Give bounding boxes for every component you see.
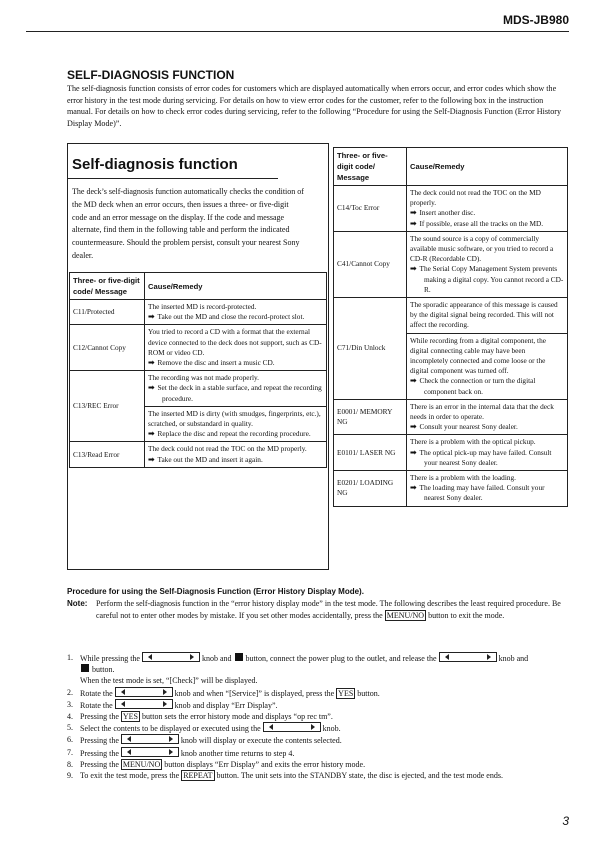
amsjog-knob-icon [439,652,497,662]
remedy-text: If possible, erase all the tracks on the MD. [419,218,544,228]
cause-remedy [145,442,327,467]
column-header-code: Three- or five-digit code/ Message [70,273,145,300]
right-arrow-icon: ➡ [148,454,158,464]
remedy-action [410,219,564,229]
amsjog-knob-icon [263,722,321,732]
step-text: button. [357,688,380,698]
step-number: 4. [67,712,73,722]
remedy-action [148,455,323,465]
column-header-remedy: Cause/Remedy [407,148,568,186]
section-intro: The self-diagnosis function consists of error codes for customers which are displayed automatically when errors occur, and error codes which show the error history in the test mode during servicing. For details on how to view error codes for the customer, refer to the following box in the instruction manual. For details on how to check error codes during servicing, refer to the following “Procedure for using the Self-Diagnosis Function (Error History Display Mode)”. [67,84,562,128]
error-code-row [334,231,568,297]
right-arrow-icon: ➡ [148,312,158,322]
step-number: 3. [67,699,73,709]
cause-remedy [145,300,327,325]
remedy-text: The loading may have failed. Consult your nearest Sony dealer. [419,483,545,503]
remedy-text: Set the deck in a stable surface, and repeat the recording procedure. [157,383,322,403]
procedure-step [67,747,569,759]
yes-button-label: YES [122,712,139,722]
cause-text: The inserted MD is dirty (with smudges, fingerprints, etc.), scratched, or substandard in quality. [148,408,321,429]
cause-text: The inserted MD is record-protected. [148,302,257,311]
step-number: 8. [67,759,73,769]
step-text: Select the contents to be displayed or executed using the [80,724,261,734]
remedy-action [410,422,564,432]
error-code: E0101/ LASER NG [334,435,407,471]
procedure-title: Procedure for using the Self-Diagnosis Function (Error History Display Mode). [67,587,364,596]
remedy-action [410,376,564,396]
procedure-step [67,699,569,711]
step-text: Rotate the [80,700,113,710]
remedy-action [148,312,323,322]
step-number: 9. [67,771,73,781]
page-number: 3 [562,814,569,828]
step-text: button. The unit sets into the STANDBY state, the disc is ejected, and the test mode ends. [216,771,503,781]
error-code-row [70,325,327,371]
error-code: C13/REC Error [70,371,145,442]
step-text: button, connect the power plug to the outlet, and release the [245,654,437,663]
step-text: button sets the error history mode and displays “op rec tm”. [142,712,333,722]
step-text: knob another time returns to step 4. [180,748,295,758]
right-arrow-icon: ➡ [148,383,158,393]
step-text: When the test mode is set, “[Check]” will be displayed. [80,676,258,686]
cause-remedy [145,325,327,371]
stop-button-icon [81,664,89,672]
amsjog-knob-icon [121,747,179,757]
procedure-step [67,759,569,770]
step-text: button. [92,665,115,675]
remedy-action [410,483,564,503]
step-text: Pressing the [80,748,119,758]
amsjog-knob-icon [121,734,179,744]
remedy-text: Insert another disc. [419,208,476,218]
error-code: C12/Cannot Copy [70,325,145,371]
step-number: 5. [67,723,73,733]
note-label: Note: [67,599,88,608]
procedure-steps [67,652,569,781]
cause-remedy [407,186,568,232]
procedure-step [67,722,569,734]
remedy-text: The optical pick-up may have failed. Consult your nearest Sony dealer. [419,447,552,467]
error-code-row [334,471,568,507]
manual-box-rule [68,178,278,179]
remedy-divider [407,333,567,334]
remedy-action [410,264,564,295]
cause-text: The deck could not read the TOC on the MD properly. [410,188,541,208]
step-text: While pressing the [80,654,140,663]
menu-no-button-label: MENU/NO [386,610,425,620]
step-text: knob will display or execute the contents selected. [180,736,342,746]
step-text: knob and [498,654,529,663]
step-number: 2. [67,687,73,697]
stop-button-icon [235,653,243,661]
remedy-action [410,208,564,218]
cause-text: There is an error in the internal data that the deck needs in order to operate. [410,401,554,422]
error-code-table-left [69,272,327,468]
cause-remedy [407,471,568,507]
error-code: C11/Protected [70,300,145,325]
remedy-text: Check the connection or turn the digital component back on. [419,376,536,396]
remedy-action [410,448,564,468]
error-code: C41/Cannot Copy [334,231,407,297]
cause-text: You tried to record a CD with a format that the external device connected to the deck does not support, such as CD-ROM or video CD. [148,327,322,357]
step-number: 6. [67,735,73,745]
error-code-row [334,435,568,471]
cause-text: While recording from a digital component, the digital connecting cable may have been incompletely connected and come loose or the digital component was turned off. [410,335,546,376]
amsjog-knob-icon [115,699,173,709]
right-arrow-icon: ➡ [148,358,158,368]
amsjog-knob-icon [115,687,173,697]
remedy-divider [145,406,326,407]
procedure-step [67,770,569,781]
step-text: To exit the test mode, press the [80,771,180,781]
cause-text: There is a problem with the loading. [410,473,516,483]
remedy-action [148,358,323,368]
error-code-row [70,300,327,325]
right-arrow-icon: ➡ [148,429,158,439]
procedure-step [67,652,569,687]
note-text-post: button to exit the mode. [428,610,505,620]
cause-text: The sound source is a copy of commercially available music software, or you tried to record a CD-R (Recordable CD). [410,233,554,264]
error-code-table-right [333,147,568,507]
right-arrow-icon: ➡ [410,447,420,457]
error-code: C71/Din Unlock [334,298,407,400]
error-code-row [334,186,568,232]
cause-remedy [407,231,568,297]
procedure-step [67,734,569,746]
amsjog-knob-icon [142,652,200,662]
right-arrow-icon: ➡ [410,264,420,274]
menu-no-button-label: MENU/NO [122,759,161,769]
error-code: C13/Read Error [70,442,145,467]
right-arrow-icon: ➡ [410,208,420,218]
cause-text: The sporadic appearance of this message is caused by the digital signal being recorded. This will not affect the recording. [410,300,558,330]
section-title: SELF-DIAGNOSIS FUNCTION [67,68,235,82]
right-arrow-icon: ➡ [410,483,420,493]
step-text: Pressing the [80,759,119,769]
step-text: knob. [322,724,341,734]
cause-remedy [407,298,568,400]
right-arrow-icon: ➡ [410,218,420,228]
remedy-text: The Serial Copy Management System prevents making a digital copy. You cannot record a CD-R. [419,264,564,294]
cause-remedy [407,435,568,471]
error-code-row [334,399,568,435]
cause-text: There is a problem with the optical pickup. [410,437,536,447]
repeat-button-label: REPEAT [183,771,213,781]
right-arrow-icon: ➡ [410,376,420,386]
manual-box-body: The deck’s self-diagnosis function automatically checks the condition of the MD deck when an error occurs, then issues a three- or five-digit code and an error message on the display. If the code and message alternate, find them in the following table and perform the indicated countermeasure. Should the problem persist, consult your nearest Sony dealer. [72,187,304,260]
step-text: button displays “Err Display” and exits the error history mode. [164,759,366,769]
remedy-text: Remove the disc and insert a music CD. [157,358,275,368]
procedure-note [67,598,569,621]
column-header-remedy: Cause/Remedy [145,273,327,300]
step-number: 7. [67,747,73,757]
yes-button-label: YES [338,688,354,698]
step-text: knob and when “[Service]” is displayed, press the [174,688,335,698]
step-text: Pressing the [80,736,119,746]
remedy-action [148,383,323,403]
error-code-row [70,371,327,442]
error-code: E0201/ LOADING NG [334,471,407,507]
remedy-text: Consult your nearest Sony dealer. [419,422,518,432]
procedure-step [67,687,569,699]
remedy-text: Replace the disc and repeat the recording procedure. [157,429,311,439]
note-text-pre: Perform the self-diagnosis function in the “error history display mode” in the test mode. The following describes the least required procedure. Be careful not to enter other modes by mistake. If you set other modes accidentally, press the [96,599,561,620]
procedure-step [67,711,569,722]
right-arrow-icon: ➡ [410,422,420,432]
error-code-row [70,442,327,467]
step-text: Rotate the [80,688,113,698]
cause-remedy [145,371,327,442]
error-code: C14/Toc Error [334,186,407,232]
error-code-row [334,298,568,400]
remedy-text: Take out the MD and insert it again. [157,454,263,464]
step-number: 1. [67,653,73,662]
model-number: MDS-JB980 [502,13,569,27]
cause-text: The recording was not made properly. [148,373,259,383]
manual-box-title: Self-diagnosis function [72,156,238,173]
step-text: knob and [201,654,232,663]
column-header-code: Three- or five-digit code/ Message [334,148,407,186]
header-rule [26,31,569,32]
remedy-text: Take out the MD and close the record-protect slot. [157,312,305,322]
step-text: knob and display “Err Display”. [174,700,278,710]
error-code: E0001/ MEMORY NG [334,399,407,435]
cause-remedy [407,399,568,435]
step-text: Pressing the [80,712,119,722]
remedy-action [148,429,323,439]
cause-text: The deck could not read the TOC on the MD properly. [148,444,307,454]
